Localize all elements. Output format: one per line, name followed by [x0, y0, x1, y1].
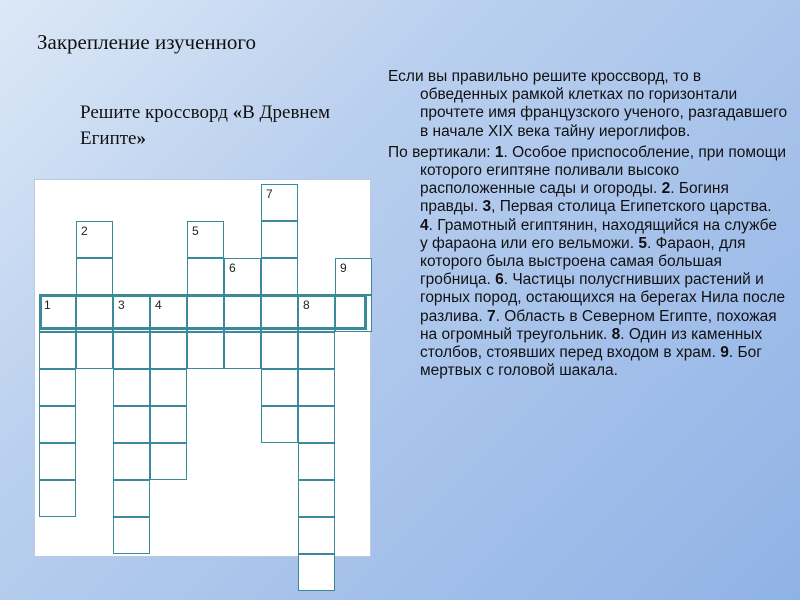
clue-text: . Бог мертвых с головой шакала. [420, 344, 762, 380]
crossword-cell[interactable] [224, 295, 261, 332]
crossword-cell[interactable] [298, 443, 335, 480]
instructions-text [388, 68, 788, 383]
crossword-cell[interactable] [150, 406, 187, 443]
task-topic: В Древнем Египте [80, 102, 331, 149]
clue-number-label: 7 [266, 187, 273, 201]
clue-number-label: 4 [155, 298, 162, 312]
crossword-cell[interactable] [76, 258, 113, 295]
clue-number-label: 1 [44, 298, 51, 312]
clue-number-label: 6 [229, 261, 236, 275]
crossword-cell[interactable] [261, 295, 298, 332]
clue-number: 8 [611, 325, 621, 343]
clue-text: . Частицы полусгнивших растений и горных пород, остающихся на берегах Нила после разлива. [420, 271, 786, 325]
crossword-cell[interactable] [113, 295, 150, 332]
crossword-cell[interactable] [113, 406, 150, 443]
crossword-cell[interactable] [335, 295, 372, 332]
crossword-cell[interactable] [261, 369, 298, 406]
quote-close: » [136, 128, 146, 149]
clue-text: . Особое приспособление, при помощи которого египтяне поливали высоко расположенные сады и огороды. [420, 143, 787, 198]
crossword-cell[interactable] [76, 332, 113, 369]
crossword-cell[interactable] [298, 295, 335, 332]
instructions-intro: Если вы правильно решите кроссворд, то в обведенных рамкой клетках по горизонтали прочтете имя французского ученого, разгадавшего в начале XIX века тайну иероглифов. [388, 68, 788, 140]
clue-number: 4 [420, 216, 429, 234]
clue-text: . Область в Северном Египте, похожая на огромный треугольник. [420, 307, 777, 343]
crossword-cell[interactable] [261, 184, 298, 221]
crossword-cell[interactable] [187, 221, 224, 258]
crossword-grid [34, 179, 371, 557]
crossword-cell[interactable] [76, 221, 113, 258]
crossword-cell[interactable] [150, 332, 187, 369]
clue-text: . Грамотный египтянин, находящийся на службе у фараона или его вельможи. [420, 216, 777, 252]
crossword-cell[interactable] [187, 258, 224, 295]
crossword-cell[interactable] [187, 295, 224, 332]
clue-number: 2 [661, 180, 671, 198]
clue-number-label: 8 [303, 298, 310, 312]
crossword-cell[interactable] [113, 369, 150, 406]
crossword-cell[interactable] [150, 295, 187, 332]
crossword-cell[interactable] [113, 517, 150, 554]
crossword-cell[interactable] [298, 369, 335, 406]
clue-number: 3 [482, 198, 492, 216]
crossword-cell[interactable] [335, 258, 372, 295]
crossword-cell[interactable] [39, 406, 76, 443]
crossword-cell[interactable] [224, 332, 261, 369]
crossword-cell[interactable] [298, 332, 335, 369]
crossword-cell[interactable] [150, 443, 187, 480]
clue-number: 5 [638, 234, 647, 252]
clue-number-label: 3 [118, 298, 125, 312]
crossword-cell[interactable] [298, 517, 335, 554]
vertical-clues [388, 144, 788, 381]
crossword-cell[interactable] [261, 258, 298, 295]
quote-open: « [232, 102, 243, 123]
crossword-cell[interactable] [224, 258, 261, 295]
crossword-cell[interactable] [298, 480, 335, 517]
crossword-cell[interactable] [261, 221, 298, 258]
crossword-cell[interactable] [39, 443, 76, 480]
clue-text: , Первая столица Египетского царства. [491, 198, 772, 216]
crossword-cell[interactable] [298, 406, 335, 443]
clue-number: 9 [720, 344, 729, 362]
clue-text: . Фараон, для которого была выстроена самая большая гробница. [420, 234, 746, 289]
crossword-cell[interactable] [150, 369, 187, 406]
crossword-cell[interactable] [39, 480, 76, 517]
clue-number: 1 [494, 143, 504, 161]
clue-number-label: 2 [81, 224, 88, 238]
clue-text: . Богиня правды. [420, 180, 729, 216]
crossword-cell[interactable] [39, 295, 76, 332]
task-prefix: Решите кроссворд [80, 102, 233, 123]
slide-title: Закрепление изученного [37, 30, 256, 54]
crossword-cell[interactable] [261, 332, 298, 369]
clue-number: 6 [495, 271, 504, 289]
clue-number-label: 5 [192, 224, 199, 238]
crossword-cell[interactable] [39, 369, 76, 406]
crossword-cell[interactable] [261, 406, 298, 443]
vertical-label: По вертикали: [388, 143, 495, 161]
crossword-cell[interactable] [39, 332, 76, 369]
crossword-cell[interactable] [298, 554, 335, 591]
clue-number-label: 9 [340, 261, 347, 275]
crossword-cell[interactable] [113, 332, 150, 369]
crossword-cell[interactable] [76, 295, 113, 332]
clue-text: . Один из каменных столбов, стоявших перед входом в храм. [420, 325, 763, 362]
crossword-cell[interactable] [187, 332, 224, 369]
crossword-cell[interactable] [113, 443, 150, 480]
clue-number: 7 [487, 307, 496, 325]
crossword-cell[interactable] [113, 480, 150, 517]
task-heading [80, 100, 350, 152]
